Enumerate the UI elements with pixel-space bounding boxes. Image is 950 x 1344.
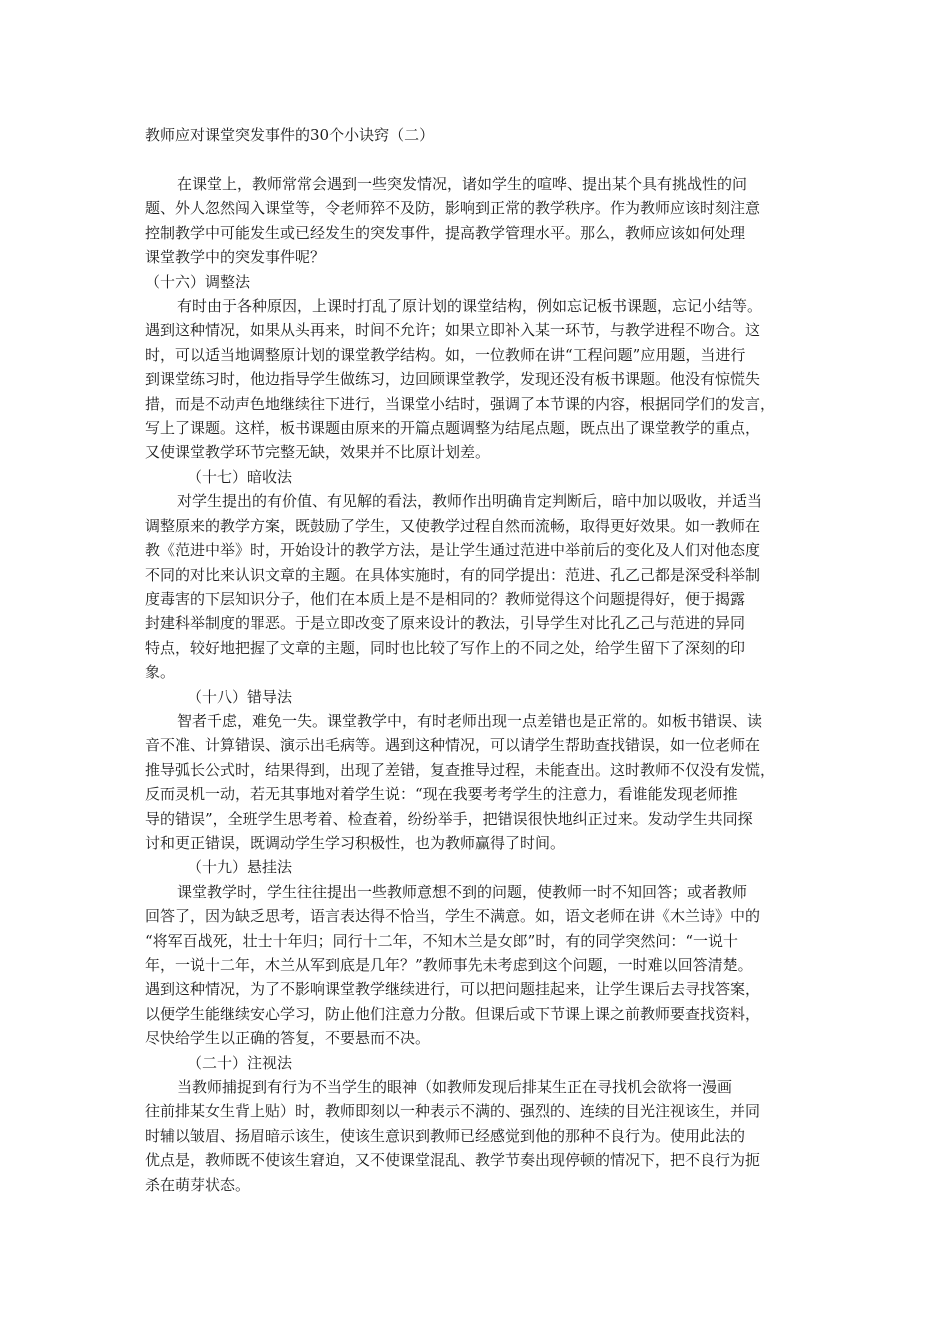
text-line: 对学生提出的有价值、有见解的看法，教师作出明确肯定判断后，暗中加以吸收，并适当 (177, 492, 763, 511)
text-line: 在课堂上，教师常常会遇到一些突发情况，诸如学生的喧哗、提出某个具有挑战性的问 (177, 175, 748, 193)
text-line: 尽快给学生以正确的答复，不要悬而不决。 (145, 1029, 431, 1048)
text-line: 年，一说十二年，木兰从军到底是几年？”教师事先未考虑到这个问题，一时难以回答清楚。 (145, 956, 753, 974)
text-line: 时，可以适当地调整原计划的课堂教学结构。如，一位教师在讲“工程问题”应用题，当进行 (145, 345, 746, 364)
section-heading: （二十）注视法 (187, 1053, 293, 1072)
section-heading: （十七）暗收法 (187, 467, 293, 486)
section-paragraph (145, 489, 815, 684)
text-line: 智者千虑，难免一失。课堂教学中，有时老师出现一点差错也是正常的。如板书错误、读 (177, 711, 763, 730)
text-line: 不同的对比来认识文章的主题。在具体实施时，有的同学提出：范进、孔乙己都是深受科举制 (145, 565, 761, 584)
section-heading: （十八）错导法 (187, 687, 293, 706)
text-line: 遇到这种情况，如果从头再来，时间不允许；如果立即补入某一环节，与教学进程不吻合。这 (145, 321, 761, 340)
document-page (145, 125, 815, 1197)
text-line: 以便学生能继续安心学习，防止他们注意力分散。但课后或下节课上课之前教师要查找资料， (145, 1004, 761, 1023)
text-line: 度毒害的下层知识分子，他们在本质上是不是相同的？教师觉得这个问题提得好，便于揭露 (145, 589, 746, 608)
text-line: 遇到这种情况，为了不影响课堂教学继续进行，可以把问题挂起来，让学生课后去寻找答案， (145, 980, 761, 999)
text-line: 写上了课题。这样，板书课题由原来的开篇点题调整为结尾点题，既点出了课堂教学的重点， (145, 419, 761, 438)
text-line: 讨和更正错误，既调动学生学习积极性，也为教师赢得了时间。 (145, 833, 566, 852)
section-paragraph (145, 294, 815, 465)
text-line: 导的错误”，全班学生思考着、检查着，纷纷举手，把错误很快地纠正过来。发动学生共同探 (145, 809, 753, 828)
text-line: 推导弧长公式时，结果得到，出现了差错，复查推导过程，未能查出。这时教师不仅没有发慌， (145, 760, 776, 779)
section-paragraph (145, 1075, 815, 1197)
document-title: 教师应对课堂突发事件的30个小诀窍（二） (145, 126, 435, 144)
text-line: 优点是，教师既不使该生窘迫，又不使课堂混乱、教学节奏出现停顿的情况下，把不良行为扼 (145, 1151, 761, 1170)
intro-paragraph (145, 172, 815, 270)
section-paragraph (145, 880, 815, 1051)
text-line: 时辅以皱眉、扬眉暗示该生，使该生意识到教师已经感觉到他的那种不良行为。使用此法的 (145, 1126, 746, 1145)
text-line: 课堂教学时，学生往往提出一些教师意想不到的问题，使教师一时不知回答；或者教师 (177, 882, 748, 901)
text-line: 音不准、计算错误、演示出毛病等。遇到这种情况，可以请学生帮助查找错误，如一位老师在 (145, 736, 761, 755)
text-line: 封建科举制度的罪恶。于是立即改变了原来设计的教法，引导学生对比孔乙己与范进的异同 (145, 614, 746, 633)
section-paragraph (145, 709, 815, 855)
text-line: 反而灵机一动，若无其事地对着学生说：“现在我要考考学生的注意力，看谁能发现老师推 (145, 785, 738, 804)
text-line: 有时由于各种原因，上课时打乱了原计划的课堂结构，例如忘记板书课题，忘记小结等。 (177, 297, 763, 316)
text-line: 措，而是不动声色地继续往下进行，当课堂小结时，强调了本节课的内容，根据同学们的发言， (145, 394, 776, 413)
text-line: 当教师捕捉到有行为不当学生的眼神（如教师发现后排某生正在寻找机会欲将一漫画 (177, 1078, 733, 1097)
text-line: 调整原来的教学方案，既鼓励了学生，又使教学过程自然而流畅，取得更好效果。如一教师在 (145, 516, 761, 535)
text-line: “将军百战死，壮士十年归；同行十二年，不知木兰是女郎”时，有的同学突然问：“一说十 (145, 931, 739, 950)
text-line: 教《范进中举》时，开始设计的教学方法，是让学生通过范进中举前后的变化及人们对他态度 (145, 541, 761, 560)
text-line: 特点，较好地把握了文章的主题，同时也比较了写作上的不同之处，给学生留下了深刻的印 (145, 638, 746, 657)
text-line: 往前排某女生背上贴）时，教师即刻以一种表示不满的、强烈的、连续的目光注视该生，并同 (145, 1102, 761, 1121)
section-heading: （十九）悬挂法 (187, 858, 293, 877)
text-line: 题、外人忽然闯入课堂等，令老师猝不及防，影响到正常的教学秩序。作为教师应该时刻注意 (145, 199, 761, 218)
text-line: 课堂教学中的突发事件呢？ (145, 248, 326, 267)
text-line: 又使课堂教学环节完整无缺，效果并不比原计划差。 (145, 443, 491, 462)
text-line: 回答了，因为缺乏思考，语言表达得不恰当，学生不满意。如，语文老师在讲《木兰诗》中的 (145, 907, 761, 926)
text-line: 控制教学中可能发生或已经发生的突发事件，提高教学管理水平。那么，教师应该如何处理 (145, 223, 746, 242)
text-line: 杀在萌芽状态。 (145, 1175, 251, 1194)
text-line: 到课堂练习时，他边指导学生做练习，边回顾课堂教学，发现还没有板书课题。他没有惊慌失 (145, 370, 761, 389)
section-heading: （十六）调整法 (145, 272, 251, 291)
text-line: 象。 (145, 663, 176, 682)
